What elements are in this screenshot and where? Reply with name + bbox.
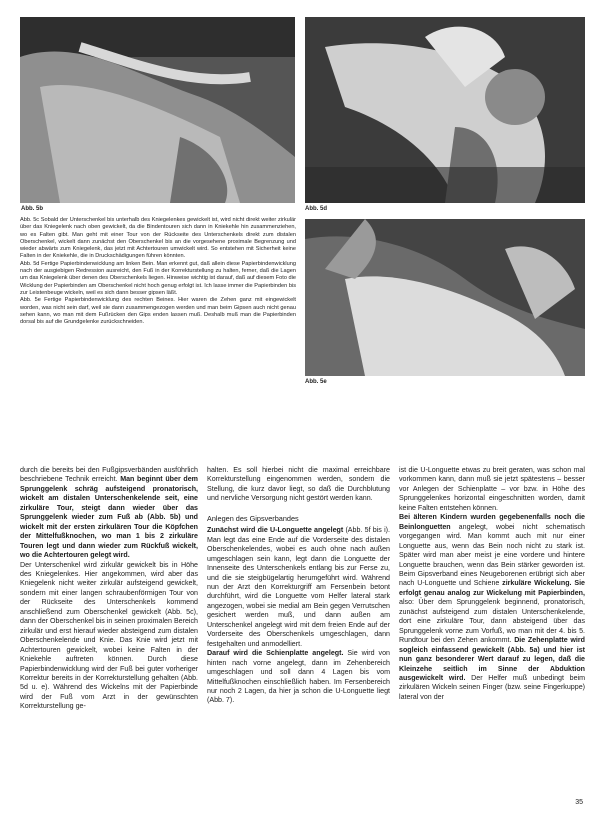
figure-label-5b: Abb. 5b <box>21 206 43 212</box>
col3-bold-3: Die Zehenplatte wird sogleich einfassend gewickelt (Abb. 5a) und hier ist nun ganz besonderer Wert darauf zu legen, daß die Kleinzehe seitlich im Sinne der Abduktion ausgewickelt wird. <box>399 636 585 682</box>
col1-text-2: Man beginnt über dem Sprunggelenk schräg aufsteigend pronatorisch, wickelt am distalen Unterschenkelende seit, eine zirkuläre Tour, steigt dann wieder über das Sprunggelenk wieder zum Fuß ab (Abb. 5b) und wickelt mit der ersten zirkulären Tour die Köpfchen der Mittelfußknochen, wo man 1 bis 2 zirkuläre Touren legt und dann wieder zum Rückfuß wickelt, wo die Achtertouren gelegt wird. <box>20 475 198 560</box>
section-heading: Anlegen des Gipsverbandes <box>207 513 299 523</box>
col3-paragraph-2 <box>399 513 585 702</box>
col3-body-2: angelegt, wobei nicht schematisch vorgegangen wird. Man kommt auch mit nur einer Longuette aus, wenn das Bein noch nicht zu stark ist. Später wird man aber meist je eine vordere und hintere Longuette brauchen, wenn das Bein stärker geworden ist. Beim Gipsverband eines Neugeborenen erübrigt sich aber nach U-Longuette und Schiene <box>399 522 585 588</box>
caption-5d: Abb. 5d Fertige Papierbindenwicklung am linken Bein. Man erkennt gut, daß allein diese Papierbindenwicklung nach der ausgiebigen Redression ausreicht, den Fuß in der Korrekturstellung zu halten, ferner, daß die Lagen um das Kniegelenk über denen des Oberschenkels liegen. Hinweise wichtig ist darauf, daß auf diesem Foto die Wicklung der Papierbinden am Oberschenkel nicht hoch genug erfolgt ist. Ich lasse immer die Papierbinden bis zur Leistenbeuge wickeln, weil es sich dann besser gipsen läßt. <box>20 260 296 296</box>
col2-lead-1: Zunächst wird die U-Longuette angelegt <box>207 526 344 535</box>
text-column-1 <box>20 466 198 712</box>
photo-fig-5b <box>20 17 295 203</box>
col3-paragraph-1: ist die U-Longuette etwas zu breit geraten, was schon mal vorkommen kann, dann muß sie jetzt spätestens – besser vor Anlegen der Schienplatte – vor bzw. in Höhe des Sprunggelenkes horizontal eingeschnitten worden, damit keine Falten entstehen können. <box>399 466 585 512</box>
col2-intro: halten. Es soll hierbei nicht die maximal erreichbare Korrekturstellung eingenommen werden, sondern die Stellung, die kurz davor liegt, so daß die Durchblutung und nervliche Versorgung nicht gestört werden kann. <box>207 466 390 503</box>
photo-fig-5e <box>305 219 585 376</box>
col3-tail-2: also: Über dem Sprunggelenk beginnend, pronatorisch, zunächst aufsteigend zum distalen Unterschenkelende, dort eine zirkuläre Tour, dann absteigend über das Sprunggelenk vorne zum Vorfuß, wo man mit der 4. bis 5. Rundtour bei den Zehen ankommt. <box>399 598 585 645</box>
col3-lead-2: Bei älteren Kindern wurden gegebenenfalls noch die Beinlonguetten <box>399 513 585 531</box>
caption-5e: Abb. 5e Fertige Papierbindenwicklung des rechten Beines. Hier waren die Zehen ganz mit eingewickelt worden, was nicht sein darf, weil sie dann zusammengezogen werden und man beim Gipsen auch nicht genau sehen kann, wo man mit dem Fußrücken den Gips enden lassen muß. Deshalb muß man die Papierbinden dorsal bis auf die Grundgelenke zurückschneiden. <box>20 297 296 326</box>
col2-lead-2: Darauf wird die Schienplatte angelegt. <box>207 649 344 658</box>
text-column-3 <box>399 466 585 702</box>
col2-body-2: Sie wird von hinten nach vorne angelegt, dann im Zehenbereich umgeschlagen und soll dann 4 Lagen bis vom Mittelfußknochen einschließlich haben. Im Fersenbereich nur noch 2 Lagen, da hier ja schon die U-Longuette liegt (Abb. 7). <box>207 649 390 705</box>
col1-paragraph-1 <box>20 466 198 561</box>
photo-fig-5d <box>305 17 585 203</box>
figure-label-5d: Abb. 5d <box>305 206 327 212</box>
figure-captions <box>20 217 296 326</box>
col2-body-1: (Abb. 5f bis i). Man legt das eine Ende auf die Vorderseite des distalen Oberschenkelendes, wobei es auch ohne nach außen umgeschlagen sein kann, legt dann die Longuette der Innenseite des Unterschenkels entlang bis zur Ferse zu, und die sie steigbügelartig herumgeführt wird. Während nun der Arzt den Korrekturgriff am Fersenbein betont durchführt, wird die Longuette vom Helfer lateral stark angezogen, wobei sie medial am Bein gegen Verrutschen gesichert werden muß, und dann außen am Unterschenkel angelegt wird mit dem freien Ende auf der Vorderseite des Oberschenkels umgeschlagen, dann festgehalten und anmodelliert. <box>207 526 390 648</box>
col3-tail-3: Der Helfer muß unbedingt beim zirkulären Wickeln seinen Finger (bzw. seine Fingerkuppe) lateral von der <box>399 673 586 701</box>
col2-paragraph-1 <box>207 526 390 649</box>
col2-paragraph-2 <box>207 649 390 706</box>
figure-label-5e: Abb. 5e <box>305 379 327 385</box>
col3-bold-2: zirkuläre Wickelung. Sie erfolgt genau analog zur Wickelung mit Papierbinden, <box>399 579 585 597</box>
col1-text-1: durch die bereits bei den Fußgipsverbänden ausführlich beschriebene Technik erreicht. <box>20 466 198 484</box>
text-column-2 <box>207 466 390 706</box>
col1-paragraph-2: Der Unterschenkel wird zirkulär gewickelt bis in Höhe des Kniegelenkes. Hier angekommen, wird aber das Kniegelenk nicht weiter zirkulär aufsteigend gewickelt, sondern mit einer langen schraubenförmigen Tour von der Rückseite des Unterschenkels kommend anschließend zum Oberschenkel gewickelt (Abb. 5c), dann der Oberschenkel bis in seinen proximalen Bereich zirkulär und erst hierauf wieder absteigend zum distalen Oberschenkelende und Knie. Das Knie wird jetzt mit Achtertouren gewickelt, wobei keine Falten in der Kniekehle auftreten können. Durch diese Papierbindenwicklung wird der Fuß bei guter vorheriger Korrektur bereits in der Korrekturstellung gehalten (Abb. 5d u. e). Während des Wickelns mit der Papierbinde wird der Fuß vom Arzt in der gewünschten Korrekturstellung ge- <box>20 560 198 711</box>
caption-5c: Abb. 5c Sobald der Unterschenkel bis unterhalb des Kniegelenkes gewickelt ist, wird nicht direkt weiter zirkulär über das Kniegelenk nach oben gewickelt, da die Bindentouren sich dann in Kniekehle hin zusammenziehen, wo es Falten gibt. Man geht mit einer Tour von der Rückseite des Unterschenkels direkt zum distalen Oberschenkel, wickelt dann zunächst den Oberschenkel bis an die vorgesehene proximale Begrenzung und wieder abwärts zum Kniegelenk, das jetzt mit Achtertouren umwickelt wird. So entstehen mit Sicherheit keine Falten in der Kniekehle, die in Druckschädigungen führen könnten. <box>20 217 296 260</box>
page-number: 35 <box>575 799 583 806</box>
